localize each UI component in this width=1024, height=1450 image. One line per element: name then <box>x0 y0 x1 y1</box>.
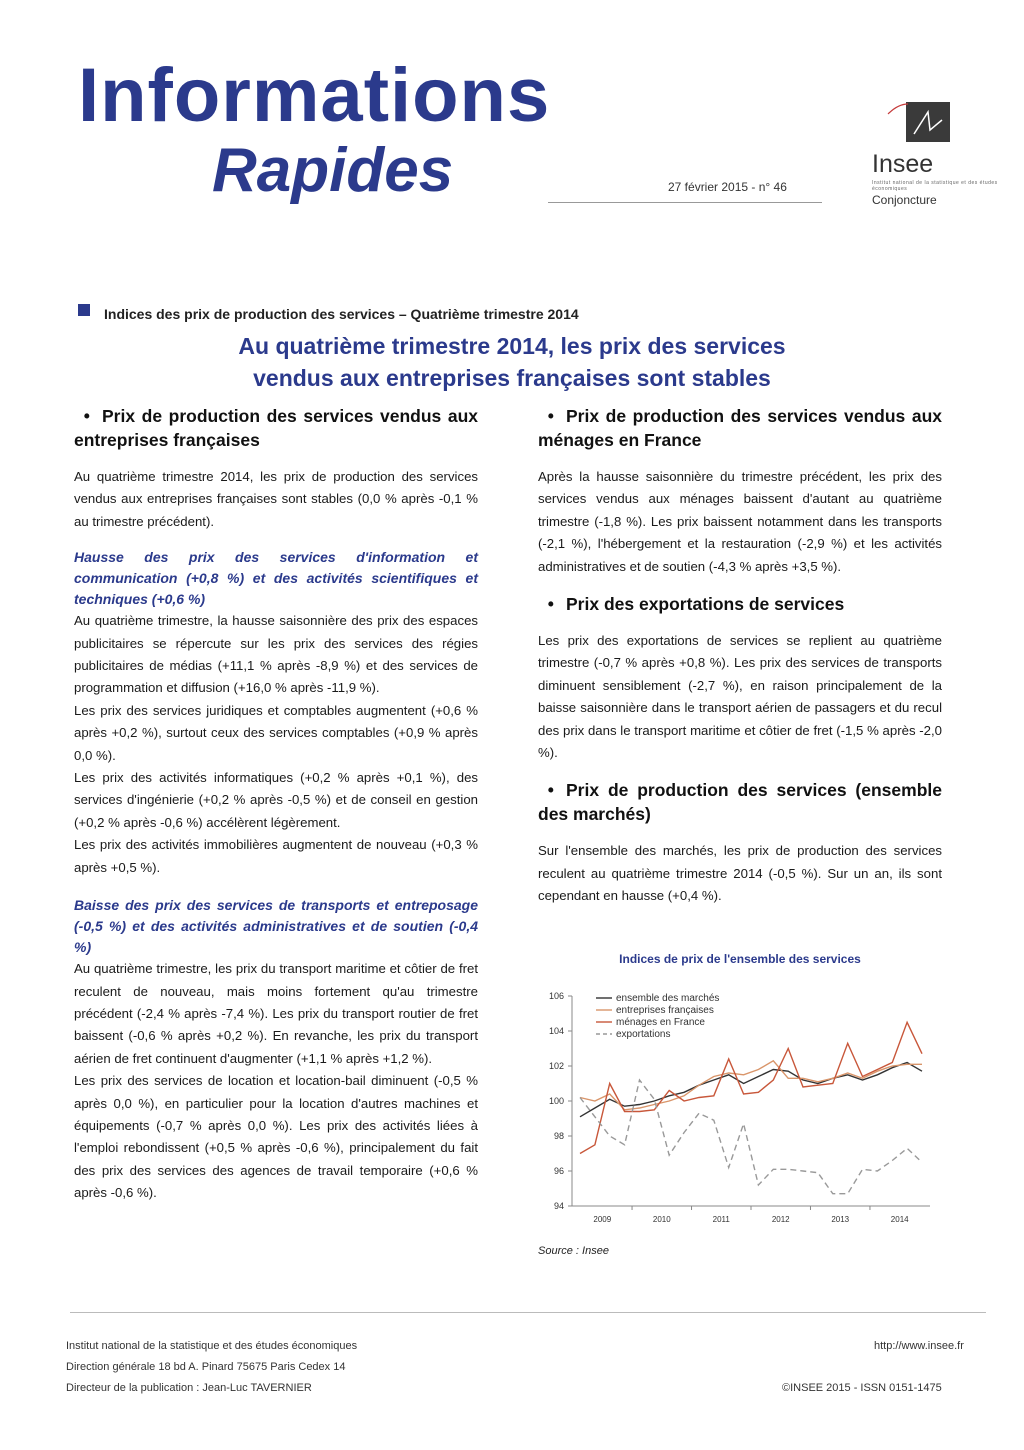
y-tick-label: 102 <box>548 1061 564 1071</box>
logo-square <box>906 102 950 142</box>
legend-label-menages: ménages en France <box>616 1017 705 1028</box>
footer-direction: Direction générale 18 bd A. Pinard 75675 Paris Cedex 14 <box>66 1361 346 1373</box>
section-heading-menages: • Prix de production des services vendus aux ménages en France <box>538 406 942 450</box>
subheading-hausse: Hausse des prix des services d'information et communication (+0,8 %) et des activités scientifiques et techniques (+0,6 %) <box>74 549 478 608</box>
subheading-baisse: Baisse des prix des services de transports et entreposage (-0,5 %) et des activités administratives et de soutien (-0,4 %) <box>74 897 478 956</box>
section-heading-ensemble: • Prix de production des services (ensemble des marchés) <box>538 780 942 825</box>
insee-tagline: Institut national de la statistique et des études économiques <box>872 180 998 192</box>
y-tick-label: 98 <box>553 1131 564 1141</box>
price-index-chart <box>530 982 950 1232</box>
footer-address <box>66 1336 357 1399</box>
masthead-rule <box>548 202 822 203</box>
footer-url-link[interactable]: http://www.insee.fr <box>874 1340 964 1352</box>
logo-arc <box>888 104 908 114</box>
x-tick-label: 2012 <box>771 1215 790 1224</box>
headline-line-2: vendus aux entreprises françaises sont stables <box>253 365 771 391</box>
x-tick-label: 2010 <box>652 1215 671 1224</box>
paragraph: Après la hausse saisonnière du trimestre précédent, les prix des services vendus aux ménages baissent d'autant au quatrième trimestre (-1,8 %). Les prix baissent notamment dans les transports (-2,1 %), l'hébergement et la restauration (-2,9 %) et les activités administratives et de soutien (-4,3 % après +3,5 %). <box>538 469 942 574</box>
y-tick-label: 96 <box>553 1166 564 1176</box>
section-heading-entreprises: • Prix de production des services vendus aux entreprises françaises <box>74 406 478 450</box>
masthead-title-informations: Informations <box>78 53 551 138</box>
footer-rule <box>70 1312 986 1313</box>
chart-source: Source : Insee <box>538 1245 609 1257</box>
series-title: Indices des prix de production des services – Quatrième trimestre 2014 <box>104 306 579 322</box>
chart-title: Indices de prix de l'ensemble des services <box>619 952 861 966</box>
paragraph: Les prix des activités immobilières augmentent de nouveau (+0,3 % après +0,5 %). <box>74 837 478 875</box>
paragraph: Les prix des services juridiques et comptables augmentent (+0,6 % après +0,2 %), surtout ceux des services comptables (+0,9 % après 0,0 %). <box>74 702 478 763</box>
legend-label-entreprises: entreprises françaises <box>616 1005 714 1016</box>
series-line-entreprises <box>580 1061 922 1110</box>
footer-copyright: ©INSEE 2015 - ISSN 0151-1475 <box>782 1382 942 1394</box>
paragraph: Au quatrième trimestre 2014, les prix de production des services vendus aux entreprises françaises sont stables (0,0 % après -0,1 % au trimestre précédent). <box>74 469 478 529</box>
y-tick-label: 104 <box>548 1026 564 1036</box>
footer-institute: Institut national de la statistique et des études économiques <box>66 1340 358 1352</box>
headline-line-1: Au quatrième trimestre 2014, les prix des services <box>238 333 786 359</box>
conjoncture-label: Conjoncture <box>872 193 937 207</box>
insee-wordmark: Insee <box>872 150 934 178</box>
series-line-exportations <box>580 1080 922 1194</box>
legend-label-ensemble: ensemble des marchés <box>616 993 720 1004</box>
issue-date: 27 février 2015 - n° 46 <box>668 180 787 194</box>
bullet-icon: • <box>538 594 554 615</box>
x-tick-label: 2013 <box>831 1215 850 1224</box>
legend-label-exportations: exportations <box>616 1029 671 1040</box>
bullet-icon: • <box>538 406 554 426</box>
y-tick-label: 100 <box>548 1096 564 1106</box>
section-heading-exportations: • Prix des exportations de services <box>538 594 845 615</box>
masthead-title-rapides: Rapides <box>212 136 454 205</box>
y-tick-label: 106 <box>548 991 564 1001</box>
paragraph: Les prix des services de location et location-bail diminuent (-0,5 % après 0,0 %), en particulier pour la location d'autres machines et équipements (-0,7 % après 0,0 %). Les prix des activités liées à l'emploi rebondissent (+0,5 % après -0,6 %), principalement du fait des prix des services des agences de travail temporaire (+0,6 % après -0,6 %). <box>74 1073 478 1201</box>
x-tick-label: 2009 <box>593 1215 612 1224</box>
headline <box>100 330 924 394</box>
paragraph: Sur l'ensemble des marchés, les prix de production des services reculent au quatrième trimestre 2014 (-0,5 %). Sur un an, ils sont cependant en hausse (+0,4 %). <box>538 843 942 904</box>
x-tick-label: 2011 <box>712 1215 730 1224</box>
series-square-bullet <box>78 304 90 316</box>
y-tick-label: 94 <box>553 1201 564 1211</box>
x-tick-label: 2014 <box>890 1215 909 1224</box>
right-column <box>538 404 942 908</box>
series-line-menages <box>580 1022 922 1153</box>
left-column <box>74 404 478 1205</box>
bullet-icon: • <box>538 780 554 801</box>
paragraph: Au quatrième trimestre, la hausse saisonnière des prix des espaces publicitaires se répercute sur les prix des services des régies publicitaires de médias (+11,1 % après -8,9 %) et des services de programmation et diffusion (+16,0 % après -11,9 %). <box>74 613 478 696</box>
paragraph: Les prix des exportations de services se replient au quatrième trimestre (-0,7 % après +0,8 %). Les prix des services de transports diminuent sensiblement (-2,7 %), en raison principalement de la baisse saisonnière dans le transport aérien de passagers et du recul des prix dans le transport maritime et côtier de fret (-1,5 % après -2,0 %). <box>538 633 942 761</box>
paragraph: Au quatrième trimestre, les prix du transport maritime et côtier de fret reculent de nouveau, mais moins fortement qu'au trimestre précédent (-2,4 % après -7,4 %). Les prix du transport routier de fret baissent (-0,6 % après +0,2 %). En revanche, les prix du transport aérien de fret continuent d'augmenter (+1,1 % après +1,2 %). <box>74 961 478 1066</box>
footer-director: Directeur de la publication : Jean-Luc TAVERNIER <box>66 1382 312 1394</box>
paragraph: Les prix des activités informatiques (+0,2 % après +0,1 %), des services d'ingénierie (+0,2 % après -0,5 %) et de conseil en gestion (+0,2 % après -0,6 %) accélèrent légèrement. <box>74 770 478 830</box>
bullet-icon: • <box>74 406 90 426</box>
